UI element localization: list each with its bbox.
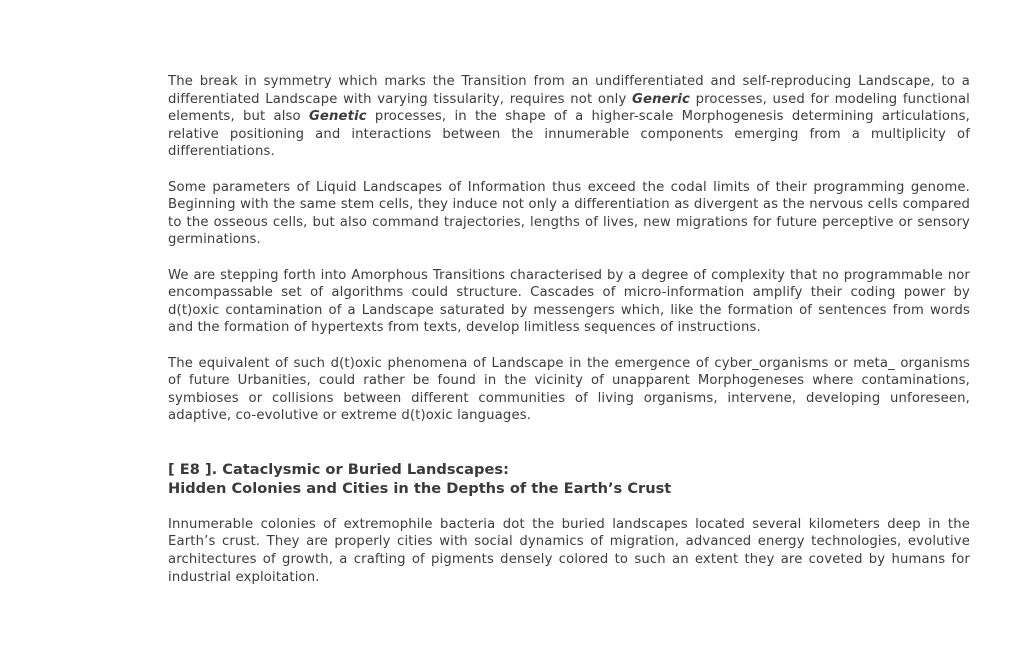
section-heading-line-2: Hidden Colonies and Cities in the Depths of the Earth’s Crust — [168, 480, 672, 498]
section-heading — [168, 460, 970, 499]
paragraph-3 — [168, 267, 970, 337]
paragraph-4 — [168, 355, 970, 425]
paragraph-text: The equivalent of such d(t)oxic phenomena of Landscape in the emergence of cyber_organisms or meta_ organisms of future Urbanities, could rather be found in the vicinity of unapparent Morphogeneses where contaminations, symbioses or collisions between different communities of living organisms, intervene, developing unforeseen, adaptive, co-evolutive or extreme d(t)oxic languages. — [168, 355, 970, 424]
document-page — [168, 73, 970, 586]
paragraph-text: We are stepping forth into Amorphous Transitions characterised by a degree of complexity that no programmable nor encompassable set of algorithms could structure. Cascades of micro-information amplify their coding power by d(t)oxic contamination of a Landscape saturated by messengers which, like the formation of sentences from words and the formation of hypertexts from texts, develop limitless sequences of instructions. — [168, 267, 970, 336]
section-paragraph: Innumerable colonies of extremophile bacteria dot the buried landscapes located several kilometers deep in the Earth’s crust. They are properly cities with social dynamics of migration, advanced energy technologies, evolutive architectures of growth, a crafting of pigments densely colored to such an extent they are coveted by humans for industrial exploitation. — [168, 516, 970, 585]
emphasis-generic: Generic — [632, 91, 691, 107]
paragraph-1 — [168, 73, 970, 161]
paragraph-text: processes, used for modeling functional elements, but also — [168, 91, 971, 125]
paragraph-text: Some parameters of Liquid Landscapes of Information thus exceed the codal limits of their programming genome. Beginning with the same stem cells, they induce not only a differentiation as divergent as the nervous cells compared to the osseous cells, but also command trajectories, lengths of lives, new migrations for future perceptive or sensory germinations. — [168, 179, 970, 248]
paragraph-text: The break in symmetry which marks the Transition from an undifferentiated and self-reproducing Landscape, to a differentiated Landscape with varying tissularity, requires not only — [168, 74, 970, 107]
section-heading-line-1: [ E8 ]. Cataclysmic or Buried Landscapes: — [168, 460, 509, 478]
paragraph-text: processes, in the shape of a higher-scale Morphogenesis determining articulations, relative positioning and interactions between the innumerable components emerging from a multiplicity of differentiations. — [168, 109, 970, 160]
emphasis-genetic: Genetic — [308, 109, 367, 125]
paragraph-2 — [168, 179, 970, 249]
